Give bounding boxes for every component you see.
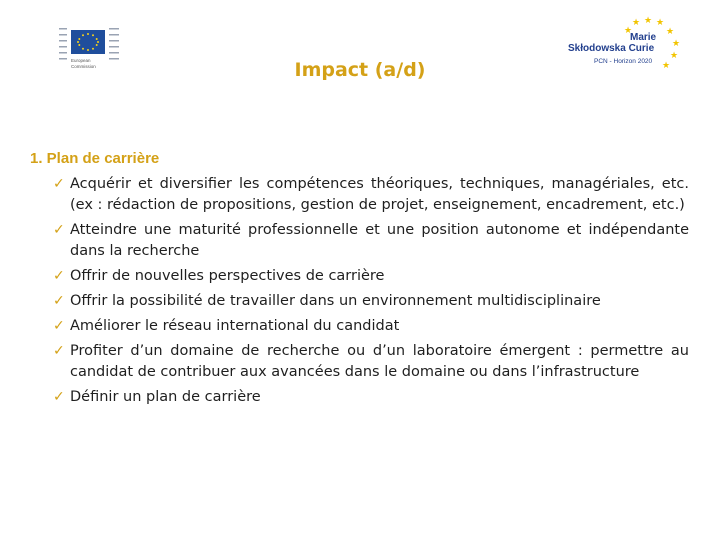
list-item <box>53 316 689 337</box>
list-item-text: Profiter d’un domaine de recherche ou d’un laboratoire émergent : permettre au candidat de contribuer aux avancées dans le domaine ou dans l’infrastructure <box>70 343 689 380</box>
svg-text:★: ★ <box>662 61 671 70</box>
section-heading: 1. Plan de carrière <box>30 150 160 167</box>
msca-logo-line-2: Skłodowska Curie <box>568 43 655 54</box>
slide-title: Impact (a/d) <box>294 59 426 81</box>
svg-text:★: ★ <box>666 27 675 37</box>
list-item-text: Acquérir et diversifier les compétences théoriques, techniques, managériales, etc. (ex : rédaction de propositions, gestion de projet, enseignement, encadrement, etc.) <box>70 176 689 213</box>
svg-text:★: ★ <box>670 51 679 61</box>
svg-text:★: ★ <box>644 16 653 26</box>
checkmark-icon: ✓ <box>53 343 65 359</box>
list-item <box>53 266 689 287</box>
list-item-text: Améliorer le réseau international du candidat <box>70 318 400 334</box>
list-item-text: Définir un plan de carrière <box>70 389 261 405</box>
bullet-list <box>53 174 689 412</box>
checkmark-icon: ✓ <box>53 293 65 309</box>
msca-logo-line-3: PCN - Horizon 2020 <box>594 58 653 65</box>
list-item <box>53 341 689 383</box>
list-item-text: Offrir la possibilité de travailler dans un environnement multidisciplinaire <box>70 293 601 309</box>
checkmark-icon: ✓ <box>53 268 65 284</box>
checkmark-icon: ✓ <box>53 318 65 334</box>
list-item <box>53 220 689 262</box>
list-item-text: Atteindre une maturité professionnelle et une position autonome et indépendante dans la recherche <box>70 222 689 259</box>
list-item-text: Offrir de nouvelles perspectives de carrière <box>70 268 385 284</box>
checkmark-icon: ✓ <box>53 222 65 238</box>
list-item <box>53 174 689 216</box>
list-item <box>53 387 689 408</box>
msca-logo-line-1: Marie <box>630 32 657 43</box>
checkmark-icon: ✓ <box>53 389 65 405</box>
svg-text:★: ★ <box>672 39 681 49</box>
checkmark-icon: ✓ <box>53 176 65 192</box>
ec-logo-line-1: European <box>71 58 91 63</box>
list-item <box>53 291 689 312</box>
ec-logo-line-2: Commission <box>71 64 96 69</box>
svg-text:★: ★ <box>656 18 665 28</box>
svg-text:★: ★ <box>632 18 641 28</box>
svg-text:★: ★ <box>624 26 633 36</box>
